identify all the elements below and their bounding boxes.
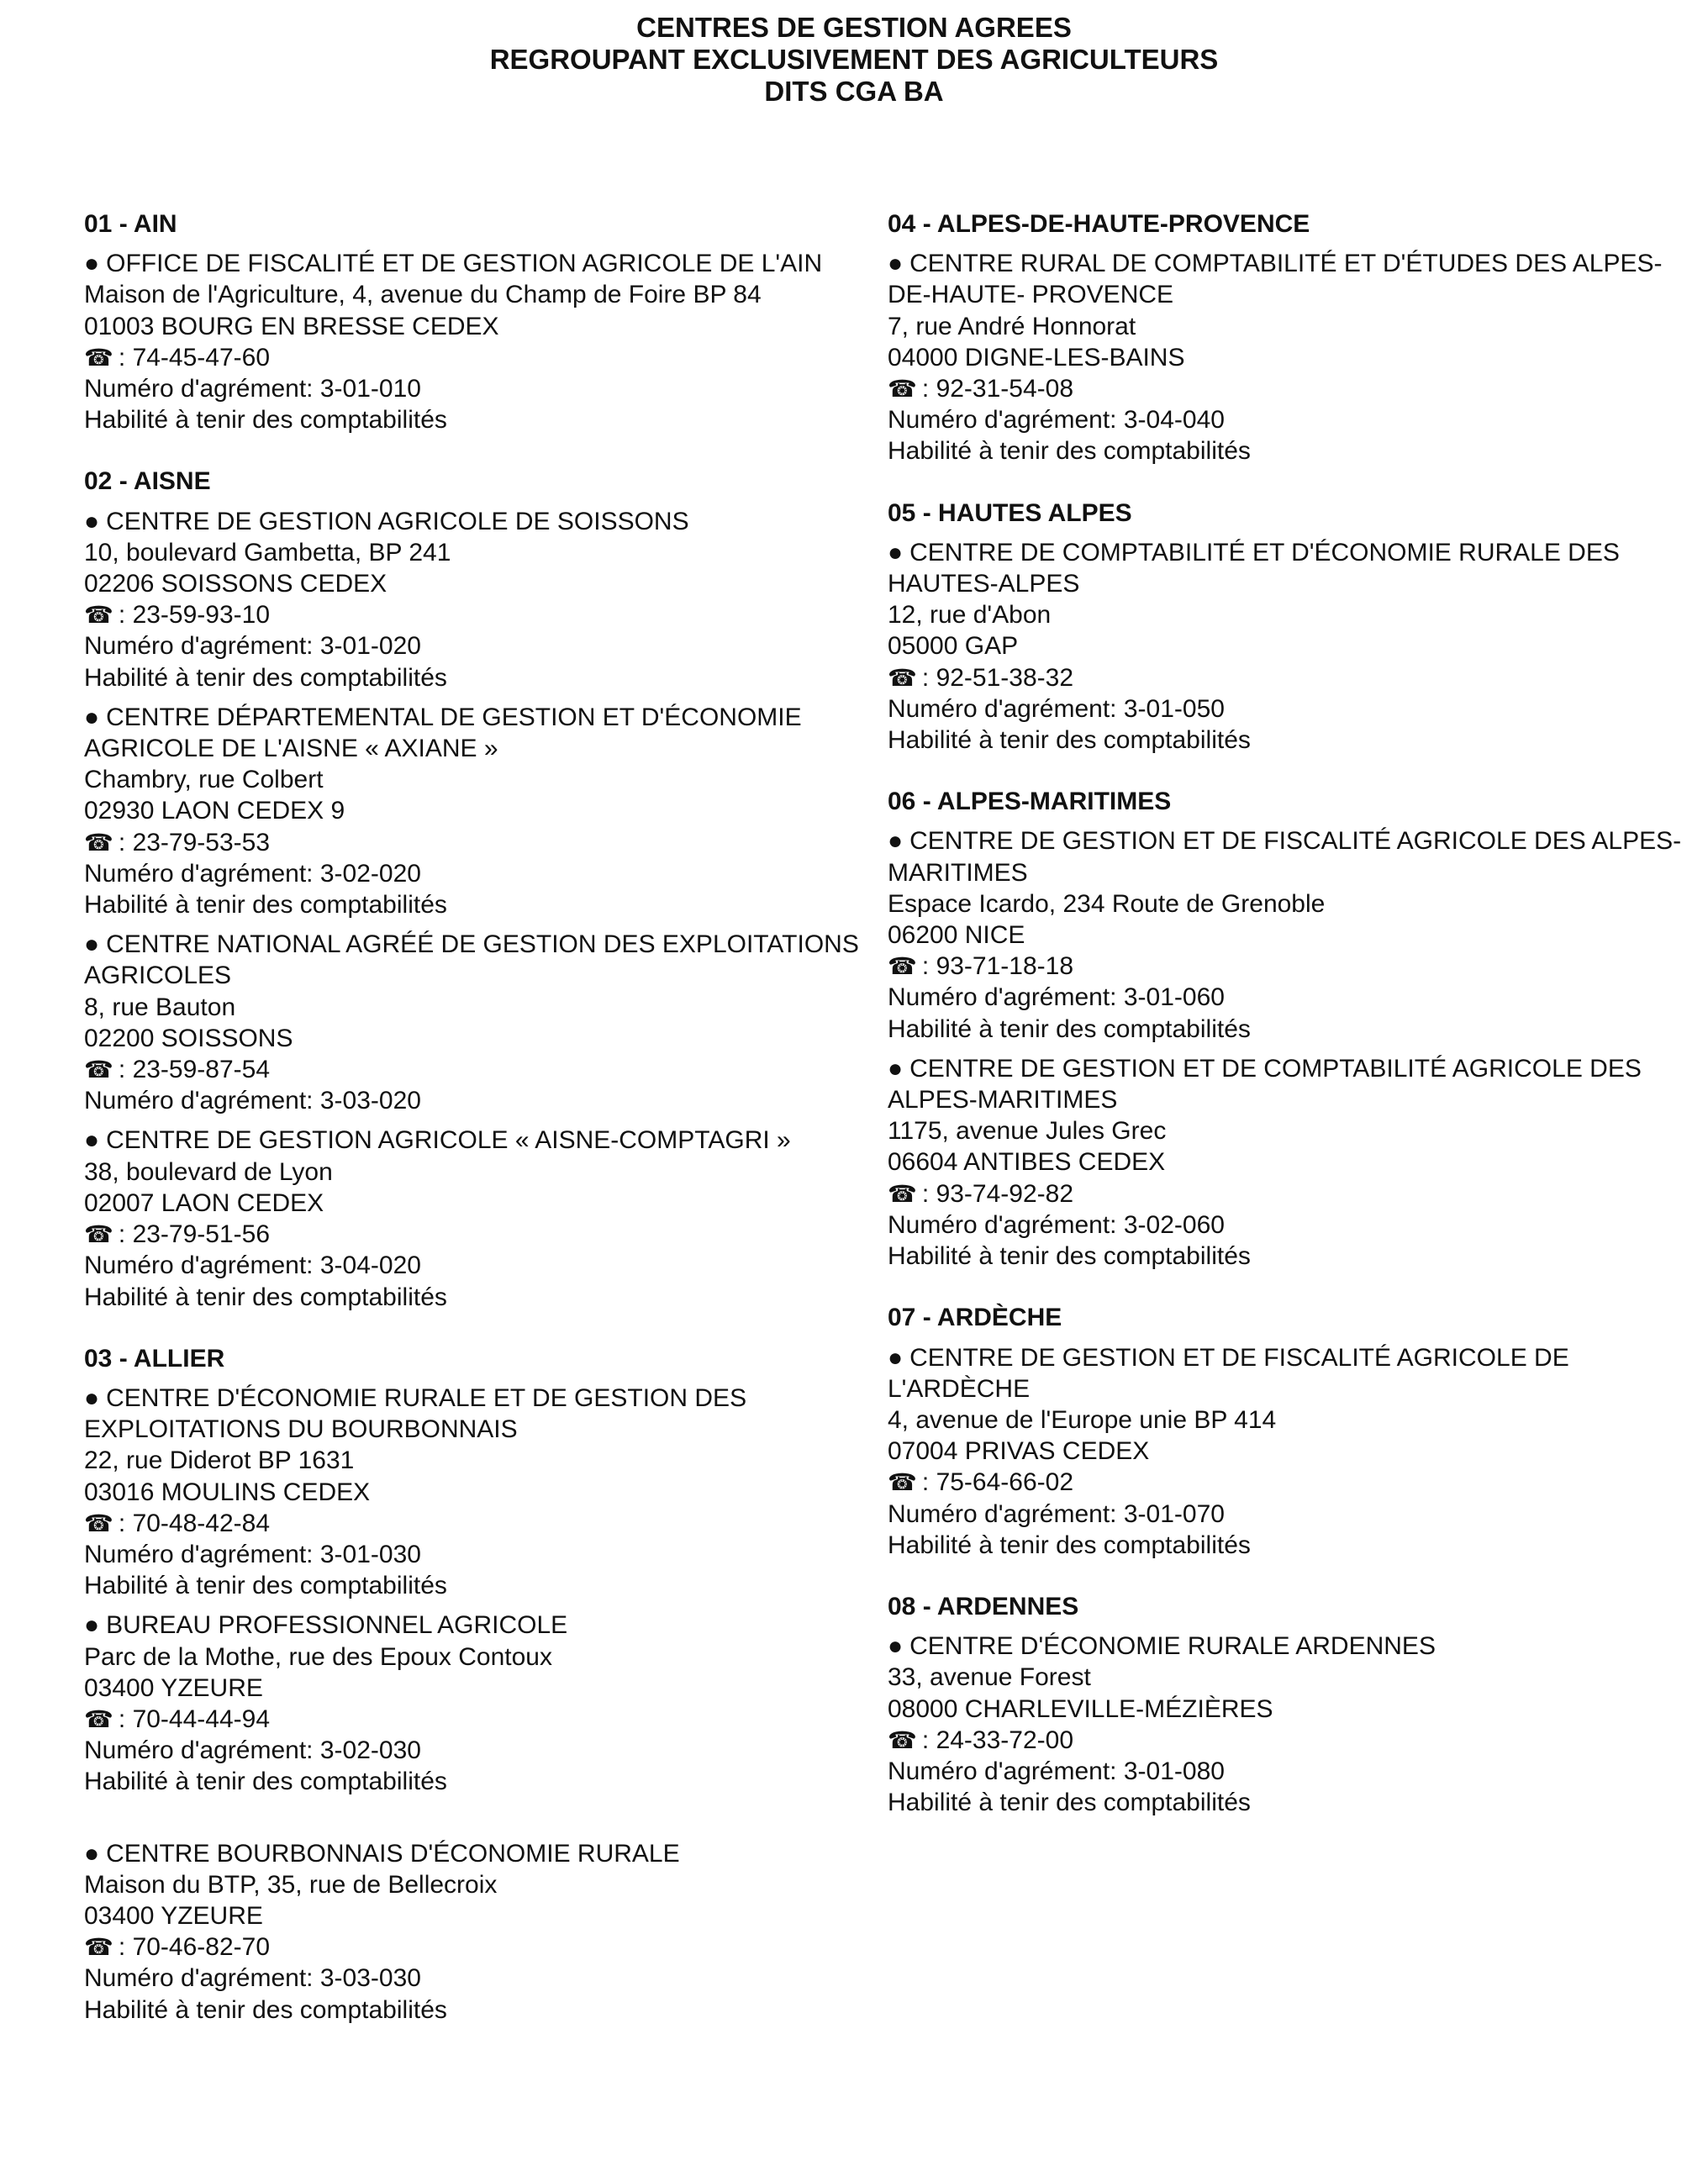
- center-agreement: [84, 1735, 891, 1766]
- phone-prefix: :: [921, 1726, 936, 1754]
- center-name: ● CENTRE D'ÉCONOMIE RURALE ET DE GESTION DES EXPLOITATIONS DU BOURBONNAIS: [84, 1383, 891, 1445]
- center-entry: [84, 506, 891, 693]
- phone-number: 23-59-87-54: [132, 1056, 271, 1084]
- center-name: ● BUREAU PROFESSIONNEL AGRICOLE: [84, 1610, 891, 1641]
- center-city: 03400 YZEURE: [84, 1673, 263, 1702]
- agreement-number: 3-02-020: [319, 859, 421, 888]
- center-agreement: [84, 373, 891, 404]
- department-section: [888, 498, 1695, 756]
- center-agreement: [888, 1209, 1695, 1241]
- center-phone: [888, 1725, 1695, 1756]
- center-name: ● CENTRE DE GESTION AGRICOLE « AISNE-COMPTAGRI »: [84, 1125, 891, 1156]
- center-note: Habilité à tenir des comptabilités: [84, 1995, 447, 2024]
- agreement-label: Numéro d'agrément:: [84, 859, 320, 888]
- phone-prefix: :: [921, 663, 936, 692]
- center-city: 02930 LAON CEDEX 9: [84, 797, 345, 825]
- center-phone: [84, 1219, 891, 1250]
- center-agreement: [888, 404, 1695, 435]
- center-entry: [888, 1631, 1695, 1818]
- telephone-icon: ☎: [84, 829, 113, 856]
- department-heading: 08 - ARDENNES: [888, 1592, 1079, 1620]
- phone-number: 92-51-38-32: [936, 663, 1074, 692]
- agreement-label: Numéro d'agrément:: [84, 1087, 320, 1115]
- phone-prefix: :: [118, 1220, 133, 1249]
- right-column: [888, 208, 1695, 1848]
- agreement-label: Numéro d'agrément:: [84, 375, 320, 403]
- agreement-label: Numéro d'agrément:: [888, 1499, 1124, 1528]
- center-note: Habilité à tenir des comptabilités: [888, 1014, 1251, 1043]
- center-entry: [888, 1342, 1695, 1561]
- center-agreement: [888, 1499, 1695, 1530]
- phone-number: 24-33-72-00: [936, 1726, 1074, 1754]
- center-agreement: [888, 693, 1695, 725]
- phone-prefix: :: [118, 1933, 133, 1962]
- center-note: Habilité à tenir des comptabilités: [888, 1789, 1251, 1817]
- phone-number: 70-46-82-70: [132, 1933, 271, 1962]
- center-name: ● CENTRE DE GESTION AGRICOLE DE SOISSONS: [84, 506, 891, 537]
- center-phone: [84, 1054, 891, 1085]
- center-address: 4, avenue de l'Europe unie BP 414: [888, 1405, 1277, 1434]
- center-entry: [84, 929, 891, 1116]
- phone-prefix: :: [118, 1509, 133, 1537]
- telephone-icon: ☎: [888, 1726, 917, 1753]
- department-section: [888, 1591, 1695, 1818]
- phone-number: 93-74-92-82: [936, 1179, 1074, 1208]
- department-section: [888, 1302, 1695, 1561]
- telephone-icon: ☎: [84, 1705, 113, 1732]
- agreement-number: 3-01-070: [1123, 1499, 1225, 1528]
- center-city: 08000 CHARLEVILLE-MÉZIÈRES: [888, 1694, 1273, 1723]
- center-address: 38, boulevard de Lyon: [84, 1157, 333, 1186]
- department-heading: 04 - ALPES-DE-HAUTE-PROVENCE: [888, 210, 1310, 238]
- agreement-label: Numéro d'agrément:: [888, 1757, 1124, 1785]
- center-city: 02007 LAON CEDEX: [84, 1188, 324, 1217]
- phone-number: 92-31-54-08: [936, 375, 1074, 403]
- department-heading: 06 - ALPES-MARITIMES: [888, 788, 1172, 816]
- center-name: ● OFFICE DE FISCALITÉ ET DE GESTION AGRICOLE DE L'AIN: [84, 248, 891, 279]
- agreement-number: 3-01-050: [1123, 694, 1225, 723]
- title-line-3: DITS CGA BA: [764, 76, 944, 107]
- center-phone: [84, 342, 891, 373]
- department-heading: 03 - ALLIER: [84, 1344, 225, 1373]
- center-note: Habilité à tenir des comptabilités: [84, 891, 447, 920]
- center-note: Habilité à tenir des comptabilités: [84, 1283, 447, 1311]
- center-entry: [84, 1125, 891, 1312]
- agreement-number: 3-01-030: [319, 1540, 421, 1568]
- center-entry: [84, 1610, 891, 1797]
- center-city: 03016 MOULINS CEDEX: [84, 1478, 371, 1506]
- telephone-icon: ☎: [84, 1221, 113, 1248]
- page-title: [0, 12, 1708, 108]
- agreement-number: 3-01-060: [1123, 983, 1225, 1012]
- department-section: [888, 208, 1695, 467]
- agreement-number: 3-01-020: [319, 632, 421, 661]
- center-entry: [888, 1053, 1695, 1272]
- center-city: 02206 SOISSONS CEDEX: [84, 570, 387, 598]
- center-city: 06604 ANTIBES CEDEX: [888, 1148, 1166, 1177]
- title-line-2: REGROUPANT EXCLUSIVEMENT DES AGRICULTEURS: [489, 44, 1219, 75]
- department-heading: 07 - ARDÈCHE: [888, 1304, 1062, 1332]
- center-agreement: [84, 1250, 891, 1281]
- agreement-label: Numéro d'agrément:: [84, 1540, 320, 1568]
- department-heading: 02 - AISNE: [84, 467, 211, 496]
- center-phone: [888, 373, 1695, 404]
- phone-prefix: :: [921, 952, 936, 981]
- center-phone: [84, 1704, 891, 1735]
- center-name: ● CENTRE DE GESTION ET DE FISCALITÉ AGRICOLE DES ALPES-MARITIMES: [888, 825, 1695, 888]
- center-phone: [888, 951, 1695, 982]
- phone-prefix: :: [921, 375, 936, 403]
- department-section: [84, 1343, 891, 2026]
- telephone-icon: ☎: [888, 376, 917, 403]
- agreement-number: 3-03-020: [319, 1087, 421, 1115]
- center-address: Parc de la Mothe, rue des Epoux Contoux: [84, 1642, 552, 1671]
- telephone-icon: ☎: [888, 953, 917, 980]
- center-note: Habilité à tenir des comptabilités: [888, 726, 1251, 755]
- center-name: ● CENTRE DE GESTION ET DE COMPTABILITÉ AGRICOLE DES ALPES-MARITIMES: [888, 1053, 1695, 1115]
- department-section: [84, 466, 891, 1312]
- center-agreement: [888, 982, 1695, 1013]
- agreement-label: Numéro d'agrément:: [84, 632, 320, 661]
- agreement-number: 3-03-030: [319, 1964, 421, 1993]
- center-agreement: [84, 1963, 891, 1994]
- agreement-number: 3-02-030: [319, 1736, 421, 1765]
- center-phone: [84, 827, 891, 858]
- center-address: 12, rue d'Abon: [888, 601, 1052, 630]
- agreement-label: Numéro d'agrément:: [888, 406, 1124, 435]
- center-name: ● CENTRE DÉPARTEMENTAL DE GESTION ET D'ÉCONOMIE AGRICOLE DE L'AISNE « AXIANE »: [84, 702, 891, 764]
- center-name: ● CENTRE BOURBONNAIS D'ÉCONOMIE RURALE: [84, 1838, 891, 1869]
- center-entry: [888, 248, 1695, 466]
- center-entry: [84, 702, 891, 920]
- agreement-label: Numéro d'agrément:: [84, 1736, 320, 1765]
- department-heading: 05 - HAUTES ALPES: [888, 498, 1132, 527]
- center-address: 10, boulevard Gambetta, BP 241: [84, 538, 451, 566]
- center-entry: [888, 537, 1695, 756]
- department-heading: 01 - AIN: [84, 210, 177, 238]
- title-line-1: CENTRES DE GESTION AGREES: [636, 12, 1072, 43]
- center-phone: [888, 1178, 1695, 1209]
- phone-prefix: :: [118, 343, 133, 371]
- center-note: Habilité à tenir des comptabilités: [84, 663, 447, 692]
- phone-prefix: :: [118, 601, 133, 630]
- phone-number: 23-79-53-53: [132, 828, 271, 856]
- center-name: ● CENTRE DE COMPTABILITÉ ET D'ÉCONOMIE RURALE DES HAUTES-ALPES: [888, 537, 1695, 599]
- center-agreement: [888, 1756, 1695, 1787]
- center-address: 8, rue Bauton: [84, 993, 236, 1021]
- center-note: Habilité à tenir des comptabilités: [84, 1768, 447, 1796]
- phone-number: 75-64-66-02: [936, 1468, 1074, 1497]
- phone-number: 70-48-42-84: [132, 1509, 271, 1537]
- center-city: 07004 PRIVAS CEDEX: [888, 1437, 1150, 1466]
- phone-prefix: :: [921, 1468, 936, 1497]
- center-city: 02200 SOISSONS: [84, 1024, 293, 1052]
- center-note: Habilité à tenir des comptabilités: [84, 406, 447, 435]
- agreement-label: Numéro d'agrément:: [888, 1210, 1124, 1239]
- center-note: Habilité à tenir des comptabilités: [84, 1572, 447, 1600]
- agreement-number: 3-02-060: [1123, 1210, 1225, 1239]
- center-agreement: [84, 630, 891, 661]
- center-agreement: [84, 1539, 891, 1570]
- center-city: 06200 NICE: [888, 921, 1025, 950]
- left-column: [84, 208, 891, 2056]
- center-address: 22, rue Diderot BP 1631: [84, 1446, 355, 1475]
- center-city: 03400 YZEURE: [84, 1901, 263, 1930]
- center-name: ● CENTRE D'ÉCONOMIE RURALE ARDENNES: [888, 1631, 1695, 1662]
- phone-prefix: :: [921, 1179, 936, 1208]
- agreement-label: Numéro d'agrément:: [888, 983, 1124, 1012]
- center-address: 7, rue André Honnorat: [888, 312, 1136, 340]
- telephone-icon: ☎: [888, 1469, 917, 1496]
- phone-prefix: :: [118, 1705, 133, 1733]
- center-address: 33, avenue Forest: [888, 1663, 1091, 1692]
- agreement-label: Numéro d'agrément:: [888, 694, 1124, 723]
- center-agreement: [84, 858, 891, 889]
- center-address: Maison du BTP, 35, rue de Bellecroix: [84, 1870, 498, 1899]
- telephone-icon: ☎: [84, 602, 113, 629]
- center-entry: [84, 248, 891, 435]
- phone-number: 70-44-44-94: [132, 1705, 271, 1733]
- department-section: [888, 786, 1695, 1272]
- center-entry: [888, 825, 1695, 1044]
- department-section: [84, 208, 891, 435]
- center-phone: [888, 1467, 1695, 1498]
- center-note: Habilité à tenir des comptabilités: [888, 1242, 1251, 1271]
- telephone-icon: ☎: [84, 1934, 113, 1961]
- center-name: ● CENTRE DE GESTION ET DE FISCALITÉ AGRICOLE DE L'ARDÈCHE: [888, 1342, 1695, 1404]
- center-entry: [84, 1838, 891, 2026]
- center-address: 1175, avenue Jules Grec: [888, 1117, 1167, 1146]
- center-address: Espace Icardo, 234 Route de Grenoble: [888, 889, 1326, 918]
- center-phone: [84, 599, 891, 630]
- telephone-icon: ☎: [888, 664, 917, 691]
- telephone-icon: ☎: [84, 1510, 113, 1536]
- center-city: 01003 BOURG EN BRESSE CEDEX: [84, 312, 499, 340]
- center-address: Maison de l'Agriculture, 4, avenue du Champ de Foire BP 84: [84, 281, 762, 309]
- center-phone: [84, 1931, 891, 1963]
- center-name: ● CENTRE RURAL DE COMPTABILITÉ ET D'ÉTUDES DES ALPES-DE-HAUTE- PROVENCE: [888, 248, 1695, 310]
- phone-number: 23-59-93-10: [132, 601, 271, 630]
- center-note: Habilité à tenir des comptabilités: [888, 1531, 1251, 1559]
- agreement-number: 3-01-010: [319, 375, 421, 403]
- center-phone: [84, 1508, 891, 1539]
- telephone-icon: ☎: [888, 1180, 917, 1207]
- center-city: 05000 GAP: [888, 632, 1019, 661]
- phone-prefix: :: [118, 1056, 133, 1084]
- phone-number: 74-45-47-60: [132, 343, 271, 371]
- center-city: 04000 DIGNE-LES-BAINS: [888, 343, 1185, 371]
- agreement-number: 3-04-040: [1123, 406, 1225, 435]
- center-entry: [84, 1383, 891, 1601]
- agreement-label: Numéro d'agrément:: [84, 1964, 320, 1993]
- agreement-number: 3-04-020: [319, 1251, 421, 1280]
- phone-number: 23-79-51-56: [132, 1220, 271, 1249]
- telephone-icon: ☎: [84, 1057, 113, 1083]
- agreement-number: 3-01-080: [1123, 1757, 1225, 1785]
- center-agreement: [84, 1085, 891, 1116]
- center-note: Habilité à tenir des comptabilités: [888, 437, 1251, 466]
- center-phone: [888, 662, 1695, 693]
- center-address: Chambry, rue Colbert: [84, 766, 324, 794]
- phone-number: 93-71-18-18: [936, 952, 1074, 981]
- center-name: ● CENTRE NATIONAL AGRÉÉ DE GESTION DES EXPLOITATIONS AGRICOLES: [84, 929, 891, 991]
- phone-prefix: :: [118, 828, 133, 856]
- agreement-label: Numéro d'agrément:: [84, 1251, 320, 1280]
- telephone-icon: ☎: [84, 344, 113, 371]
